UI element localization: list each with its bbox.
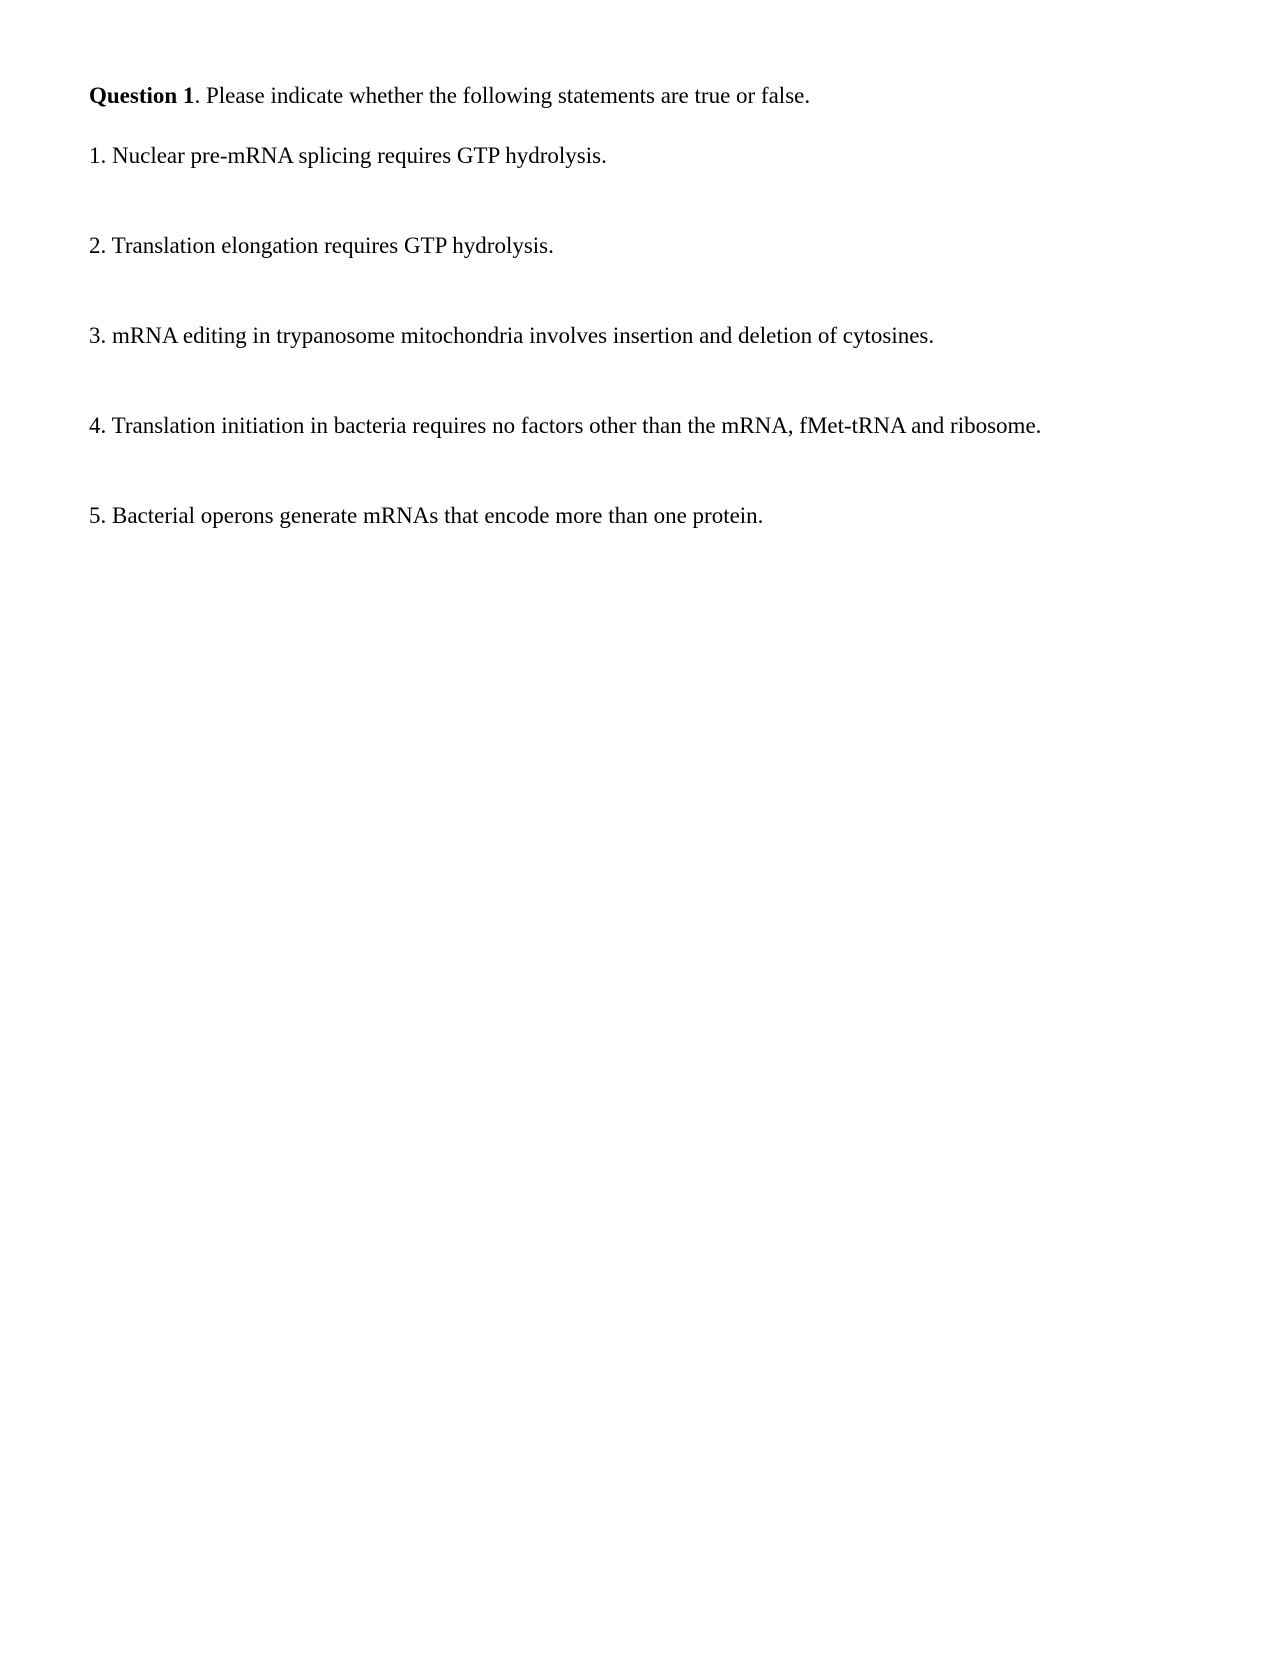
question-label: Question 1 bbox=[89, 83, 195, 108]
statement-1 bbox=[89, 140, 1041, 172]
statement-4 bbox=[89, 410, 1041, 442]
statement-text: Translation elongation requires GTP hydrolysis. bbox=[111, 233, 554, 258]
question-heading bbox=[89, 80, 810, 112]
statement-number: 1. bbox=[89, 143, 107, 168]
statement-number: 2. bbox=[89, 233, 107, 258]
statement-number: 3. bbox=[89, 323, 107, 348]
statement-2 bbox=[89, 230, 1041, 262]
statement-text: mRNA editing in trypanosome mitochondria involves insertion and deletion of cytosines. bbox=[112, 323, 935, 348]
statement-number: 5. bbox=[89, 503, 107, 528]
statement-3 bbox=[89, 320, 1041, 352]
question-instruction: . Please indicate whether the following statements are true or false. bbox=[194, 83, 811, 108]
statement-5 bbox=[89, 500, 1041, 532]
statement-list bbox=[89, 140, 1041, 590]
statement-number: 4. bbox=[89, 413, 107, 438]
statement-text: Bacterial operons generate mRNAs that encode more than one protein. bbox=[112, 503, 764, 528]
statement-text: Nuclear pre-mRNA splicing requires GTP hydrolysis. bbox=[112, 143, 607, 168]
statement-text: Translation initiation in bacteria requires no factors other than the mRNA, fMet-tRNA and ribosome. bbox=[111, 413, 1042, 438]
